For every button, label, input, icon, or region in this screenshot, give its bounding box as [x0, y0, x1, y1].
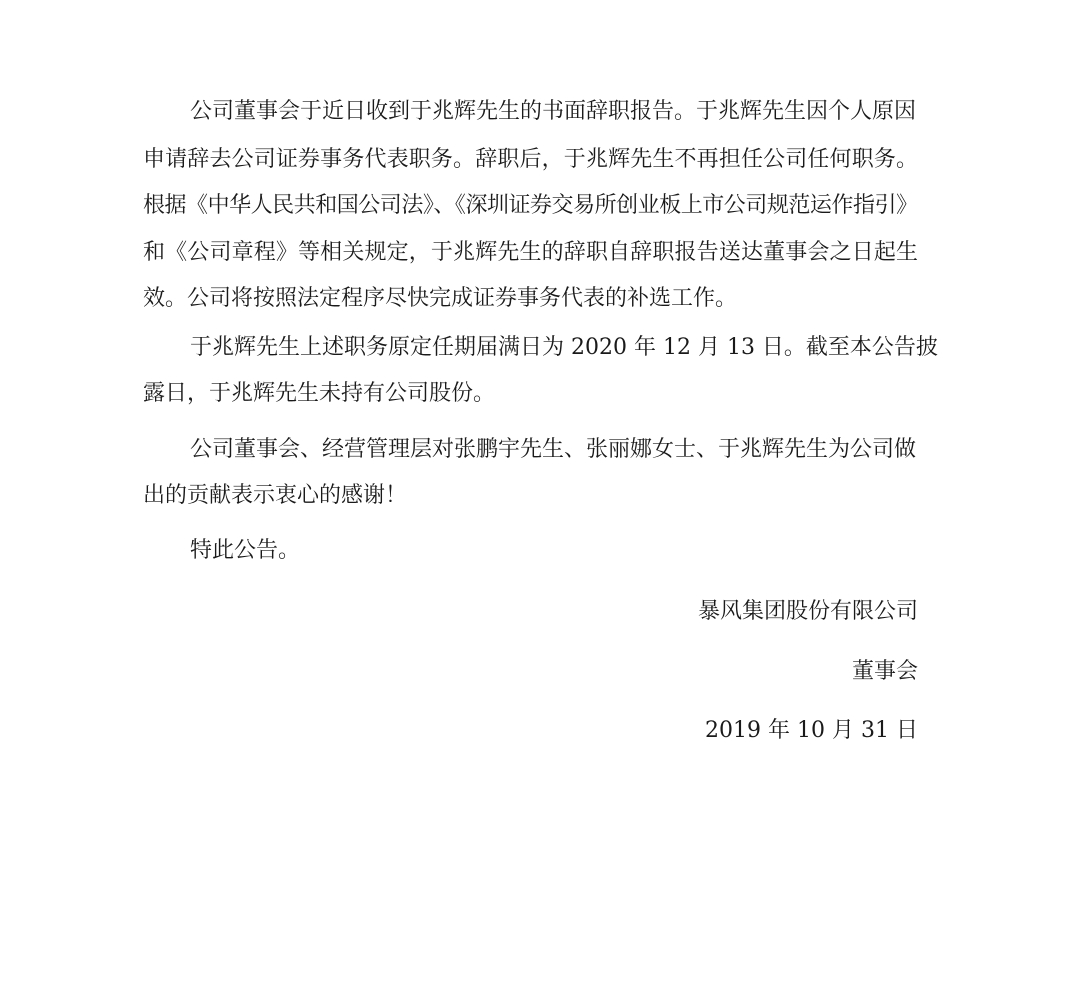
- signature-board: 董事会: [851, 659, 918, 684]
- closing-text: 特此公告。: [190, 538, 301, 563]
- paragraph-1-line-3: 根据《中华人民共和国公司法》、《深圳证券交易所创业板上市公司规范运作指引》: [143, 193, 918, 218]
- paragraph-1-line-2: 申请辞去公司证券事务代表职务。辞职后，于兆辉先生不再担任公司任何职务。: [143, 147, 919, 172]
- paragraph-1-line-1: 公司董事会于近日收到于兆辉先生的书面辞职报告。于兆辉先生因个人原因: [190, 99, 917, 124]
- paragraph-1-line-5: 效。公司将按照法定程序尽快完成证券事务代表的补选工作。: [143, 286, 738, 311]
- signature-company: 暴风集团股份有限公司: [697, 599, 918, 624]
- signature-date: 2019 年 10 月 31 日: [705, 718, 918, 743]
- paragraph-2-line-1: 于兆辉先生上述职务原定任期届满日为 2020 年 12 月 13 日。截至本公告披: [190, 335, 938, 360]
- paragraph-3-line-1: 公司董事会、经营管理层对张鹏宇先生、张丽娜女士、于兆辉先生为公司做: [190, 437, 917, 462]
- paragraph-2-line-2: 露日，于兆辉先生未持有公司股份。: [143, 381, 496, 406]
- paragraph-1-line-4: 和《公司章程》等相关规定，于兆辉先生的辞职自辞职报告送达董事会之日起生: [143, 240, 919, 265]
- paragraph-3-line-2: 出的贡献表示衷心的感谢！: [143, 483, 408, 508]
